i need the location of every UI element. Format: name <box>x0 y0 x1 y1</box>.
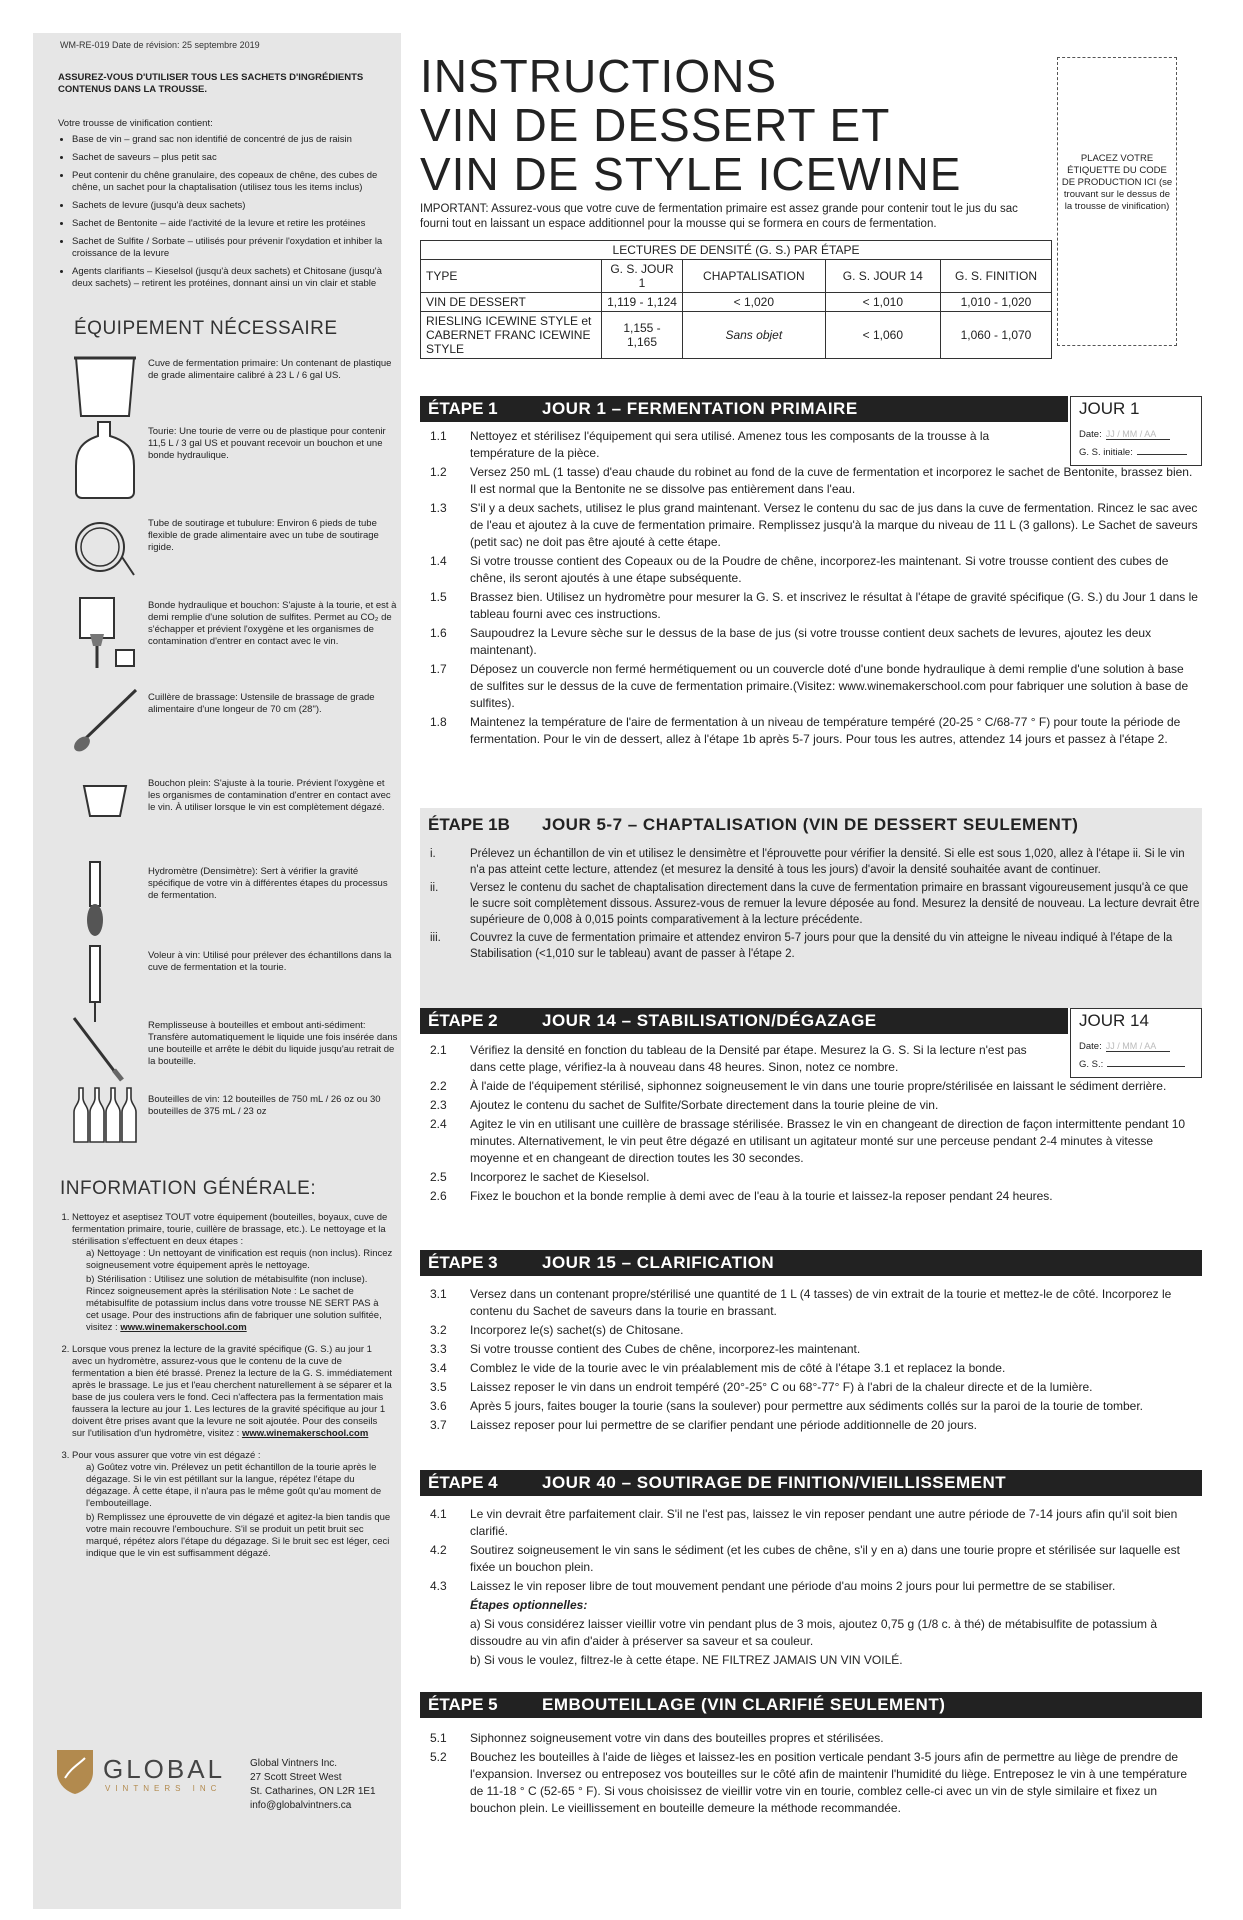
step-3-list <box>430 1286 1200 1436</box>
general-item-3: 3. Pour vous assurer que votre vin est dégazé : a) Goûtez votre vin. Prélevez un petit échantillon de la tourie après le dégazage. Si le vin est pétillant sur la langue, répétez l'étape du dégazage. À cette étape, il n'aura pas le même goût qu'au moment de l'embouteillage. b) Remplissez une éprouvette de vin dégazé et agitez-la bien tandis que votre main recouvre l'embouchure. S'il se produit un petit bruit sec marqué, répétez alors l'étape du dégazage. Si le bruit sec est léger, ceci indique que le vin est suffisamment dégazé. <box>72 1450 393 1560</box>
carboy-icon <box>70 420 140 500</box>
winemakerschool-link[interactable]: www.winemakerschool.com <box>241 1428 369 1439</box>
list-item: 4.3 Laissez le vin reposer libre de tout mouvement pendant une période d'au moins 2 jours pour lui permettre de se stabiliser. <box>430 1579 1116 1593</box>
list-item: 2.3 Ajoutez le contenu du sachet de Sulfite/Sorbate directement dans la tourie pleine de vin. <box>430 1098 939 1112</box>
company-address: Global Vintners Inc. 27 Scott Street West St. Catharines, ON L2R 1E1 info@globalvintners.ca <box>250 1758 376 1811</box>
bung-icon <box>70 772 140 842</box>
list-item: a) Goûtez votre vin. Prélevez un petit échantillon de la tourie après le dégazage. Si le vin est pétillant sur la langue, répétez l'étape du dégazage. À cette étape, il n'aura pas le même goût qu'au moment de l'embouteillage. <box>86 1462 382 1509</box>
list-item: 3.2 Incorporez le(s) sachet(s) de Chitosane. <box>430 1323 684 1337</box>
table-header-row: TYPE G. S. JOUR 1 CHAPTALISATION G. S. JOUR 14 G. S. FINITION <box>421 260 1052 293</box>
general-item-1: 1. Nettoyez et aseptisez TOUT votre équipement (bouteilles, boyaux, cuve de fermentation primaire, tourie, cuillère de brassage, etc.). Le nettoyage et la stérilisation s'effectuent en deux étapes : a) Nettoyage : Un nettoyant de vinification est requis (non inclus). Rincez soigneusement votre équipement après le nettoyage. b) Stérilisation : Utilisez une solution de métabisulfite (non incluse). Rincez soigneusement après la stérilisation Note : Le sachet de métabisulfite de potassium inclus dans votre trousse NE SERT PAS à cet usage. Pour des instructions afin de fabriquer une solution sulfitée, visitez : www.winemakerschool.com <box>72 1212 393 1334</box>
sg-field[interactable] <box>1137 454 1187 455</box>
date-field[interactable]: JJ / MM / AA <box>1106 1041 1170 1052</box>
optional-steps: Étapes optionnelles: <box>470 1598 588 1612</box>
tubing-icon <box>70 512 140 582</box>
list-item: • Sachet de saveurs – plus petit sac <box>72 152 388 164</box>
list-item: 2.1 Vérifiez la densité en fonction du tableau de la Densité par étape. Mesurez la G. S. Si la lecture n'est pas dans cette plage, vérifiez-la à nouveau dans 48 heures. Sinon, notez ce nombre. <box>430 1043 1027 1074</box>
equipment-text: Bouteilles de vin: 12 bouteilles de 750 mL / 26 oz ou 30 bouteilles de 375 mL / 23 oz <box>148 1094 381 1117</box>
general-info-heading: INFORMATION GÉNÉRALE: <box>60 1178 317 1199</box>
list-item: 3.5 Laissez reposer le vin dans un endroit tempéré (20°-25° C ou 68°-77° F) à l'abri de la chaleur directe et de la lumière. <box>430 1380 1093 1394</box>
day-14-box: JOUR 14 Date: JJ / MM / AA G. S.: <box>1070 1008 1202 1078</box>
list-item: • Sachet de Bentonite – aide l'activité de la levure et retire les protéines <box>72 218 388 230</box>
list-item: b) Remplissez une éprouvette de vin dégazé et agitez-la bien tandis que votre main recouvre l'embouchure. S'il se produit un petit bruit sec marqué, répétez alors l'étape du dégazage. Si le bruit sec est léger, ceci indique que le vin est suffisamment dégazé. <box>86 1512 391 1559</box>
list-item: iii. Couvrez la cuve de fermentation primaire et attendez environ 5-7 jours pour que la densité du vin atteigne le niveau indiqué à l'étape de la Stabilisation (<1,010 sur le tableau) avant de passer à l'étape 2. <box>430 932 1173 960</box>
step-3-header: ÉTAPE 3 JOUR 15 – CLARIFICATION <box>420 1250 1202 1276</box>
general-item-2: 2. Lorsque vous prenez la lecture de la gravité spécifique (G. S.) au jour 1 avec un hydromètre, assurez-vous que le contenu de la cuve de fermentation a bien été brassé. Prenez la lecture de la G. S. immédiatement après le brassage. Le jus et l'eau cherchent naturellement à se séparer et la base de jus coulera vers le fond. Ceci n'affectera pas la fermentation mais faussera la lecture au jour 1. Les lectures de la gravité spécifique au jour 1 doivent être prises avant que la levure ne soit ajoutée. Pour des conseils sur l'utilisation d'un hydromètre, visitez : www.winemakerschool.com <box>72 1344 393 1440</box>
list-item: • Base de vin – grand sac non identifié de concentré de jus de raisin <box>72 134 388 146</box>
density-table <box>420 240 1052 359</box>
list-item: 1.1 Nettoyez et stérilisez l'équipement qui sera utilisé. Amenez tous les composants de la trousse à la température de la pièce. <box>430 429 990 460</box>
list-item: 2.6 Fixez le bouchon et la bonde remplie à demi avec de l'eau à la tourie et laissez-la reposer pendant 24 heures. <box>430 1189 1053 1203</box>
list-item: • Sachet de Sulfite / Sorbate – utilisés pour prévenir l'oxydation et inhiber la croissance de la levure <box>72 236 388 260</box>
kit-title: Votre trousse de vinification contient: <box>58 118 213 129</box>
list-item: 1.5 Brassez bien. Utilisez un hydromètre pour mesurer la G. S. et inscrivez le résultat à l'étape de gravité spécifique (G. S.) du Jour 1 dans le tableau fourni avec ces instructions. <box>430 590 1198 621</box>
spoon-icon <box>70 686 140 756</box>
step-1b-header: ÉTAPE 1B JOUR 5-7 – CHAPTALISATION (VIN DE DESSERT SEULEMENT) <box>420 812 1202 838</box>
list-item: b) Si vous le voulez, filtrez-le à cette étape. NE FILTREZ JAMAIS UN VIN VOILÉ. <box>470 1653 903 1667</box>
list-item: 2.2 À l'aide de l'équipement stérilisé, siphonnez soigneusement le vin dans une tourie propre/stérilisée en laissant le sédiment derrière. <box>430 1079 1167 1093</box>
step-2-header: ÉTAPE 2 JOUR 14 – STABILISATION/DÉGAZAGE <box>420 1008 1068 1034</box>
list-item: 1.8 Maintenez la température de l'aire de fermentation à un niveau de température tempéré (20-25 ° C/68-77 ° F) pour toute la période de fermentation. Pour le vin de dessert, allez à l'étape 1b après 5-7 jours. Pour tous les autres, attendez 14 jours et passez à l'étape 2. <box>430 715 1181 746</box>
global-vintners-logo <box>55 1740 225 1810</box>
step-4-list <box>430 1506 1200 1671</box>
general-info <box>58 1212 393 1570</box>
winemakerschool-link[interactable]: www.winemakerschool.com <box>120 1322 247 1333</box>
equipment-text: Bouchon plein: S'ajuste à la tourie. Prévient l'oxygène et les organismes de contamination d'entrer en contact avec le vin. À utiliser lorsque le vin est complètement dégazé. <box>148 778 391 813</box>
list-item: 1.2 Versez 250 mL (1 tasse) d'eau chaude du robinet au fond de la cuve de fermentation et incorporez le sachet de Bentonite, brassez bien. Il est normal que la Bentonite ne se dissolve pas entièrement dans l'eau. <box>430 465 1193 496</box>
step-5-header: ÉTAPE 5 EMBOUTEILLAGE (VIN CLARIFIÉ SEULEMENT) <box>420 1692 1202 1718</box>
list-item: 3.7 Laissez reposer pour lui permettre de se clarifier pendant une période additionnelle de 20 jours. <box>430 1418 977 1432</box>
list-item: • Sachets de levure (jusqu'à deux sachets) <box>72 200 388 212</box>
list-item: ii. Versez le contenu du sachet de chaptalisation directement dans la cuve de fermentation primaire en brassant vigoureusement jusqu'à ce que le sucre soit complètement dissous. Assurez-vous de remuer la levure déposée au fond. Mesurez la densité de nouveau. La lecture devrait être supérieure de 0,008 à 0,015 points comparativement à la lecture précédente. <box>430 882 1200 926</box>
list-item: 4.2 Soutirez soigneusement le vin sans le sédiment (et les cubes de chêne, s'il y en a) dans une tourie propre et stérilisée sur laquelle est fixée un bouchon plein. <box>430 1543 1181 1574</box>
document-code: WM-RE-019 Date de révision: 25 septembre 2019 <box>60 40 260 50</box>
equipment-text: Tourie: Une tourie de verre ou de plastique pour contenir 11,5 L / 3 gal US et pouvant recevoir un bouchon et une bonde hydraulique. <box>148 426 386 461</box>
list-item: 1.3 S'il y a deux sachets, utilisez le plus grand maintenant. Versez le contenu du sac de jus dans la cuve de fermentation. Rincez le sac avec de l'eau et ajoutez à la cuve de fermentation primaire. Remplissez jusqu'à la marque du niveau de 11 L (3 gallons). Le Sachet de saveurs (petit sac) ne doit pas être ajouté à cette étape. <box>430 501 1198 549</box>
step-2-list <box>430 1042 1200 1207</box>
list-item: 1.7 Déposez un couvercle non fermé hermétiquement ou un couvercle doté d'une bonde hydraulique à demi remplie d'une solution à base de sulfites sur le dessus de la cuve de fermentation primaire.(Visitez: www.winemakerschool.com pour fabriquer une solution à base de sulfites). <box>430 662 1189 710</box>
list-item: 3.3 Si votre trousse contient des Cubes de chêne, incorporez-les maintenant. <box>430 1342 861 1356</box>
date-field[interactable]: JJ / MM / AA <box>1106 429 1170 440</box>
hydrometer-icon <box>70 860 140 940</box>
list-item: 5.1 Siphonnez soigneusement votre vin dans des bouteilles propres et stérilisées. <box>430 1731 884 1745</box>
list-item: 1.6 Saupoudrez la Levure sèche sur le dessus de la base de jus (si votre trousse contient deux sachets de levures, ajoutez les deux maintenant). <box>430 626 1152 657</box>
bucket-icon <box>70 352 140 422</box>
list-item: 1.4 Si votre trousse contient des Copeaux ou de la Poudre de chêne, incorporez-les maintenant. Si votre trousse contient des cubes de chêne, ils seront ajoutés à une étape subséquente. <box>430 554 1169 585</box>
table-caption: LECTURES DE DENSITÉ (G. S.) PAR ÉTAPE <box>421 241 1052 260</box>
equipment-text: Tube de soutirage et tubulure: Environ 6 pieds de tube flexible de grade alimentaire avec un tube de soutirage rigide. <box>148 518 379 553</box>
list-item: b) Stérilisation : Utilisez une solution de métabisulfite (non incluse). Rincez soigneusement après la stérilisation Note : Le sachet de métabisulfite de potassium inclus dans votre trousse NE SERT PAS à cet usage. Pour des instructions afin de fabriquer une solution sulfitée, visitez : www.winemakerschool.com <box>86 1274 382 1333</box>
equipment-text: Cuve de fermentation primaire: Un contenant de plastique de grade alimentaire calibré à 23 L / 6 gal US. <box>148 358 392 381</box>
page-title: INSTRUCTIONS VIN DE DESSERT ET VIN DE STYLE ICEWINE <box>420 50 962 200</box>
list-item: 3.6 Après 5 jours, faites bouger la tourie (sans la soulever) pour permettre aux sédiments collés sur la paroi de la tourie de tomber. <box>430 1399 1144 1413</box>
list-item: 3.1 Versez dans un contenant propre/stérilisé une quantité de 1 L (4 tasses) de vin extrait de la tourie et mettez-le de côté. Incorporez le contenu du Sachet de saveurs dans la tourie en brassant. <box>430 1287 1172 1318</box>
kit-contents <box>58 72 388 296</box>
important-note: IMPORTANT: Assurez-vous que votre cuve de fermentation primaire est assez grande pour contenir tout le jus du sac fourni tout en laissant un espace additionnel pour la mousse qui se formera en cours de fermentation. <box>420 203 1018 230</box>
list-item: 2.5 Incorporez le sachet de Kieselsol. <box>430 1170 650 1184</box>
equipment-text: Voleur à vin: Utilisé pour prélever des échantillons dans la cuve de fermentation et la tourie. <box>148 950 392 973</box>
warning-text: ASSUREZ-VOUS D'UTILISER TOUS LES SACHETS D'INGRÉDIENTS CONTENUS DANS LA TROUSSE. <box>58 72 364 95</box>
bottle-filler-icon <box>70 1014 140 1084</box>
airlock-icon <box>70 594 140 674</box>
list-item: • Peut contenir du chêne granulaire, des copeaux de chêne, des cubes de chêne, un sachet pour la chaptalisation (utilisez tous les items inclus) <box>72 170 388 194</box>
table-row: RIESLING ICEWINE STYLE et CABERNET FRANC ICEWINE STYLE 1,155 - 1,165 Sans objet < 1,060 1,060 - 1,070 <box>421 312 1052 359</box>
day-1-box: JOUR 1 Date: JJ / MM / AA G. S. initiale: <box>1070 396 1202 466</box>
equipment-heading: ÉQUIPEMENT NÉCESSAIRE <box>74 318 338 339</box>
list-item: • Agents clarifiants – Kieselsol (jusqu'à deux sachets) et Chitosane (jusqu'à deux sachets) – retirent les protéines, donnant ainsi un vin clair et stable <box>72 266 388 290</box>
list-item: a) Si vous considérez laisser vieillir votre vin pendant plus de 3 mois, ajoutez 0,75 g (1/8 c. à thé) de métabisulfite de potassium à dissoudre au vin afin d'aider à préserver sa saveur et sa couleur. <box>470 1617 1158 1648</box>
equipment-text: Bonde hydraulique et bouchon: S'ajuste à la tourie, et est à demi remplie d'une solution de sulfites. Permet au CO₂ de s'échapper et prévient l'oxygène et les organismes de contamination d'entrer en contact avec le vin. <box>148 600 397 647</box>
kit-list <box>58 134 388 290</box>
list-item: 3.4 Comblez le vide de la tourie avec le vin préalablement mis de côté à l'étape 3.1 et replacez la bonde. <box>430 1361 1006 1375</box>
step-1-header: ÉTAPE 1 JOUR 1 – FERMENTATION PRIMAIRE <box>420 396 1068 422</box>
step-4-header: ÉTAPE 4 JOUR 40 – SOUTIRAGE DE FINITION/VIEILLISSEMENT <box>420 1470 1202 1496</box>
wine-bottles-icon <box>70 1084 140 1144</box>
step-5-list <box>430 1730 1200 1819</box>
equipment-text: Hydromètre (Densimètre): Sert à vérifier la gravité spécifique de votre vin à différentes étapes du processus de fermentation. <box>148 866 388 901</box>
list-item: 4.1 Le vin devrait être parfaitement clair. S'il ne l'est pas, laissez le vin reposer pendant une autre période de 7-14 jours afin qu'il soit bien clarifié. <box>430 1507 1178 1538</box>
wine-thief-icon <box>70 944 140 1024</box>
shield-logo-icon <box>55 1748 95 1796</box>
step-1b-list <box>430 846 1200 964</box>
equipment-text: Remplisseuse à bouteilles et embout anti-sédiment: Transfère automatiquement le liquide une fois insérée dans une bouteille et arrête le débit du liquide jusqu'au retrait de la bouteille. <box>148 1020 398 1067</box>
logo-text: GLOBAL <box>103 1754 226 1784</box>
list-item: i. Prélevez un échantillon de vin et utilisez le densimètre et l'éprouvette pour vérifier la densité. Si elle est sous 1,020, allez à l'étape ii. Si le vin n'a pas atteint cette lecture, attendez (et mesurez la densité à tous les jours) d'avoir la densité souhaitée avant de continuer. <box>430 848 1185 876</box>
table-row: VIN DE DESSERT 1,119 - 1,124 < 1,020 < 1,010 1,010 - 1,020 <box>421 293 1052 312</box>
list-item: 5.2 Bouchez les bouteilles à l'aide de lièges et laissez-les en position verticale pendant 3-5 jours afin de permettre au liège de prendre de l'expansion. Inversez ou entreposez vos bouteilles sur le côté afin de maintenir l'humidité du liège. Entreposez le vin à une température de 11-18 ° C (52-65 ° F). Si vous choisissez de vieillir votre vin en tourie, comblez celle-ci avec un vin de style similaire et fixez un bouchon plein. Le vieillissement en bouteille demeure la méthode recommandée. <box>430 1750 1187 1815</box>
equipment-text: Cuillère de brassage: Ustensile de brassage de grade alimentaire d'une longeur de 70 cm (28"). <box>148 692 375 715</box>
logo-subtext: VINTNERS INC <box>105 1784 222 1793</box>
list-item: 2.4 Agitez le vin en utilisant une cuillère de brassage stérilisée. Brassez le vin en changeant de direction de façon intermittente pendant 10 minutes. Alternativement, le vin peut être dégazé en utilisant un agitateur monté sur une perceuse pendant 2-4 minutes à vitesse moyenne et en changeant de direction toutes les 30 secondes. <box>430 1117 1186 1165</box>
list-item: a) Nettoyage : Un nettoyant de vinification est requis (non inclus). Rincez soigneusement votre équipement après le nettoyage. <box>86 1248 393 1271</box>
production-label-box: PLACEZ VOTRE ÉTIQUETTE DU CODE DE PRODUCTION ICI (se trouvant sur le dessus de la trousse de vinification) <box>1057 57 1177 346</box>
